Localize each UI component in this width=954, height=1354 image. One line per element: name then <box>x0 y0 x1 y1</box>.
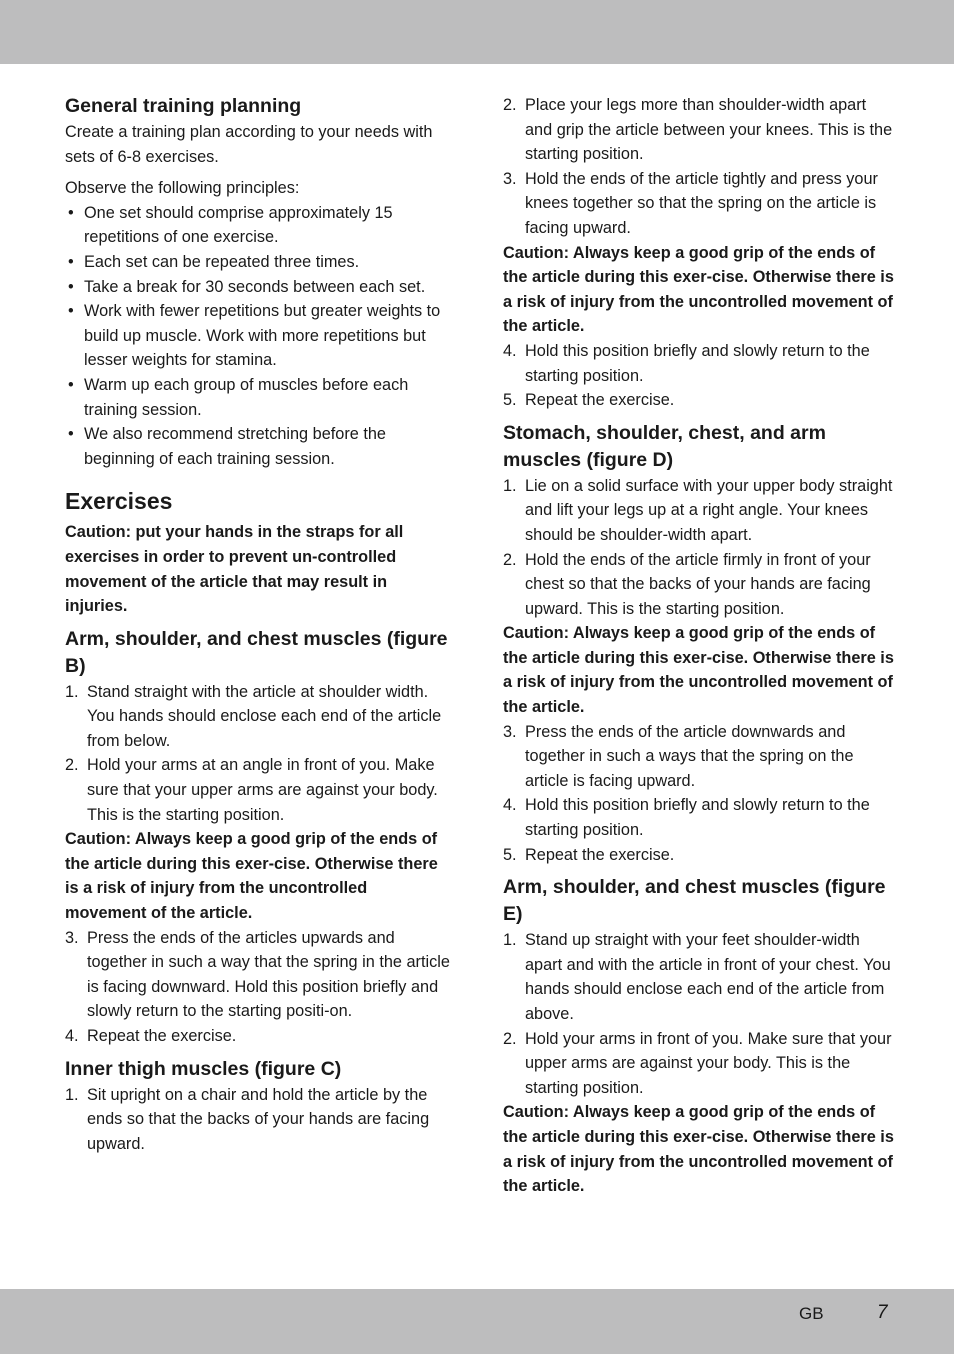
figure-c-steps-continued <box>503 93 895 241</box>
principles-intro: Observe the following principles: <box>65 179 300 198</box>
principles-list <box>65 201 451 472</box>
header-bar <box>0 0 954 64</box>
figure-d-steps <box>503 474 895 622</box>
list-item: 5. Repeat the exercise. <box>503 391 675 410</box>
figure-c-heading: Inner thigh muscles (figure C) <box>65 1057 342 1080</box>
figure-e-steps <box>503 928 895 1100</box>
list-item: • Each set can be repeated three times. <box>65 250 451 275</box>
list-item: • We also recommend stretching before the beginning of each training session. <box>65 422 451 471</box>
figure-c-caution: Caution: Always keep a good grip of the ends of the article during this exer-cise. Otherwise there is a risk of injury from the uncontrolled movement of the article. <box>503 243 894 336</box>
list-item: • Work with fewer repetitions but greater weights to build up muscle. Work with more repetitions but lesser weights for stamina. <box>65 299 451 373</box>
language-code: GB <box>799 1304 824 1323</box>
figure-d-steps-continued <box>503 720 895 868</box>
list-item: 4. Hold this position briefly and slowly return to the starting position. <box>503 796 870 840</box>
right-column <box>503 93 895 1199</box>
figure-b-heading: Arm, shoulder, and chest muscles (figure B) <box>65 627 448 677</box>
list-item: 1. Stand up straight with your feet shoulder-width apart and with the article in front of your chest. You hands should enclose each end of the article from above. <box>503 931 891 1023</box>
list-item: 4. Hold this position briefly and slowly return to the starting position. <box>503 341 870 385</box>
list-item: 1. Sit upright on a chair and hold the article by the ends so that the backs of your hands are facing upward. <box>65 1085 430 1153</box>
list-item: 3. Hold the ends of the article tightly and press your knees together so that the spring on the article is facing upward. <box>503 169 878 237</box>
figure-e-heading: Arm, shoulder, and chest muscles (figure E) <box>503 876 886 926</box>
list-item: 4. Repeat the exercise. <box>65 1027 237 1045</box>
list-item: 3. Press the ends of the article downwards and together in such a ways that the spring on the article is facing upward. <box>503 722 854 790</box>
figure-d-heading: Stomach, shoulder, chest, and arm muscles (figure D) <box>503 421 826 471</box>
figure-b-caution: Caution: Always keep a good grip of the ends of the article during this exer-cise. Otherwise there is a risk of injury from the uncontrolled movement of the article. <box>65 830 438 923</box>
page-number: 7 <box>877 1302 888 1323</box>
figure-e-caution: Caution: Always keep a good grip of the ends of the article during this exer-cise. Otherwise there is a risk of injury from the uncontrolled movement of the article. <box>503 1103 894 1196</box>
list-item: 3. Press the ends of the articles upwards and together in such a way that the spring in the article is facing downward. Hold this position briefly and slowly return to the starting positi-on. <box>65 928 450 1021</box>
list-item: • Take a break for 30 seconds between each set. <box>65 275 451 300</box>
list-item: • One set should comprise approximately 15 repetitions of one exercise. <box>65 201 451 250</box>
left-column <box>65 93 451 1156</box>
figure-c-steps-end <box>503 339 895 413</box>
list-item: 2. Place your legs more than shoulder-width apart and grip the article between your knees. This is the starting position. <box>503 96 893 164</box>
general-training-heading: General training planning <box>65 95 302 117</box>
figure-d-caution: Caution: Always keep a good grip of the ends of the article during this exer-cise. Otherwise there is a risk of injury from the uncontrolled movement of the article. <box>503 624 894 717</box>
exercises-heading: Exercises <box>65 488 173 515</box>
list-item: 5. Repeat the exercise. <box>503 845 675 864</box>
figure-b-steps-continued <box>65 926 451 1049</box>
list-item: 2. Hold your arms at an angle in front of you. Make sure that your upper arms are against your body. This is the starting position. <box>65 756 438 824</box>
list-item: 2. Hold the ends of the article firmly in front of your chest so that the backs of your hands are facing upward. This is the starting position. <box>503 550 871 618</box>
list-item: 1. Lie on a solid surface with your upper body straight and lift your legs up at a right angle. Your knees should be shoulder-width apart. <box>503 476 893 544</box>
list-item: • Warm up each group of muscles before each training session. <box>65 373 451 422</box>
general-intro: Create a training plan according to your needs with sets of 6-8 exercises. <box>65 123 433 166</box>
list-item: 2. Hold your arms in front of you. Make sure that your upper arms are against your body. This is the starting position. <box>503 1029 892 1097</box>
figure-b-steps <box>65 680 451 828</box>
list-item: 1. Stand straight with the article at shoulder width. You hands should enclose each end of the article from below. <box>65 682 442 750</box>
exercises-caution: Caution: put your hands in the straps for all exercises in order to prevent un-controlled movement of the article that may result in injuries. <box>65 523 404 616</box>
figure-c-steps <box>65 1083 451 1157</box>
